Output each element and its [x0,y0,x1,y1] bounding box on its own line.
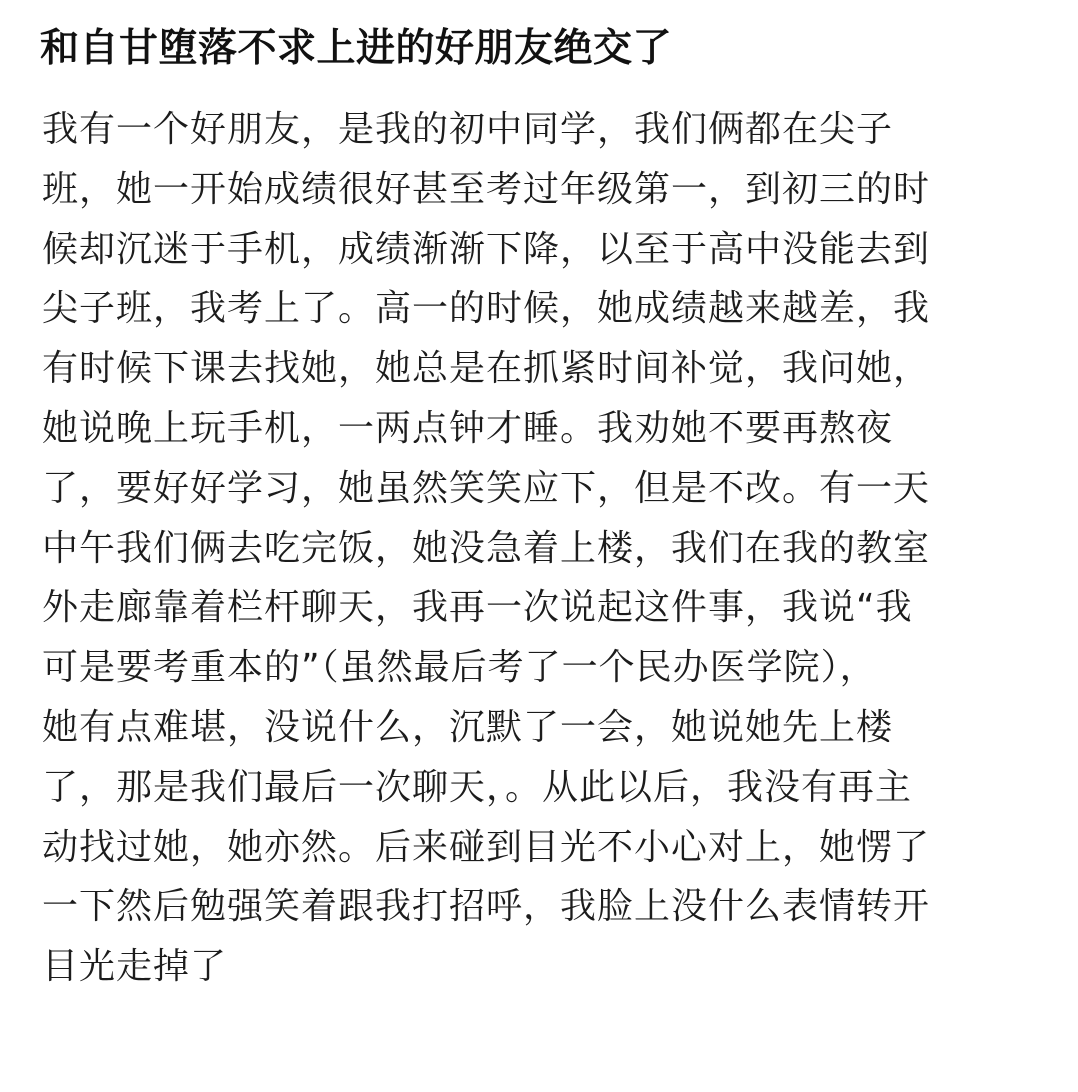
body-line: 动找过她，她亦然。后来碰到目光不小心对上，她愣了 [42,826,931,868]
post-body [42,100,1052,997]
post-title: 和自甘堕落不求上进的好朋友绝交了 [40,26,673,71]
body-line: 她有点难堪，没说什么，沉默了一会，她说她先上楼 [42,706,894,748]
body-line: 了，要好好学习，她虽然笑笑应下，但是不改。有一天 [42,467,931,509]
body-line: 中午我们俩去吃完饭，她没急着上楼，我们在我的教室 [42,527,931,569]
body-line: 班，她一开始成绩很好甚至考过年级第一，到初三的时 [42,168,931,210]
body-line: 她说晚上玩手机，一两点钟才睡。我劝她不要再熬夜 [42,407,894,449]
body-line: 了，那是我们最后一次聊天，。从此以后，我没有再主 [42,766,913,808]
body-line: 目光走掉了 [42,946,228,988]
body-line: 候却沉迷于手机，成绩渐渐下降，以至于高中没能去到 [42,228,931,270]
body-line: 有时候下课去找她，她总是在抓紧时间补觉，我问她， [42,348,931,390]
body-line: 我有一个好朋友，是我的初中同学，我们俩都在尖子 [42,109,894,150]
body-line: 一下然后勉强笑着跟我打招呼，我脸上没什么表情转开 [42,886,931,928]
body-line: 外走廊靠着栏杆聊天，我再一次说起这件事，我说“我 [42,587,913,629]
body-line: 尖子班，我考上了。高一的时候，她成绩越来越差，我 [42,288,931,330]
body-line: 可是要考重本的”（虽然最后考了一个民办医学院）， [42,647,877,689]
